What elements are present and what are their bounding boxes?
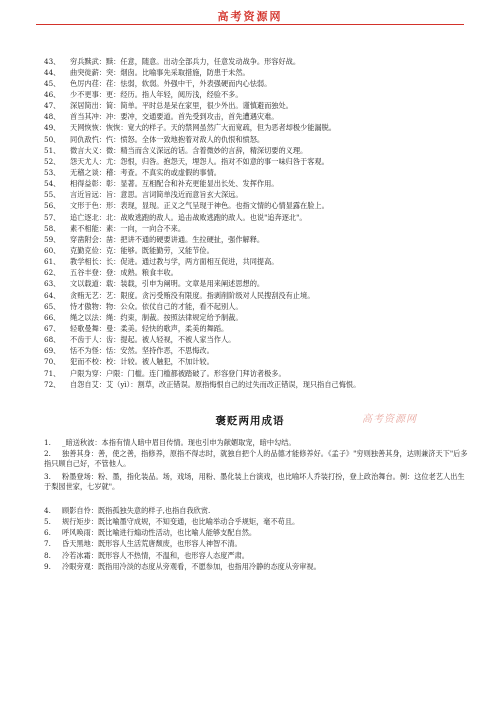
- item-number: 7.: [44, 539, 51, 548]
- item-text: 穷兵黩武：黩：任意，随意。出动全部兵力，任意发动战争。形容好战。: [70, 57, 301, 66]
- list-item: [44, 190, 469, 200]
- item-text: 首当其冲：冲：要冲，交通要道。首先受到攻击，首先遭遇灾难。: [70, 112, 279, 121]
- list-item: [44, 380, 469, 390]
- list-item: [44, 90, 469, 100]
- item-text: 追亡逐北：北：战败逃跑的敌人。追击战败逃跑的敌人。也说"追奔逐北"。: [70, 213, 307, 222]
- list-item: [44, 146, 469, 156]
- item-number: 49、: [44, 123, 61, 132]
- item-text: 五谷丰登：登：成熟。粮食丰收。: [70, 268, 178, 277]
- list-item: [44, 279, 469, 289]
- item-number: 67、: [44, 324, 61, 333]
- item-number: 46、: [44, 90, 61, 99]
- item-text: 天网恢恢：恢恢：宽大的样子。天的禁网虽然广大而宽疏，但为恶者却极少能漏脱。: [70, 123, 336, 132]
- item-number: 71、: [44, 369, 61, 378]
- list-item: [44, 302, 469, 312]
- item-number: 5.: [44, 517, 51, 526]
- item-text: 少不更事：更：经历。指人年轻，阅历浅，经验不多。: [70, 90, 243, 99]
- item-text: 冷眼旁观：既指用冷淡的态度从旁观看，不愿参加，也指用冷静的态度从旁审视。: [62, 562, 321, 571]
- item-number: 47、: [44, 101, 61, 110]
- item-number: 66、: [44, 313, 61, 322]
- item-text: 不齿于人：齿：提起。被人轻视，不被人家当作人。: [70, 335, 236, 344]
- item-text: 深居简出：简：简单。平时总是呆在家里，很少外出。谨慎避而独处。: [70, 101, 293, 110]
- item-text: 贪贿无艺：艺：限度。贪污受贿没有限度。指剥削阶级对人民搜刮没有止境。: [70, 291, 315, 300]
- item-text: 曲突徙薪：突：烟囱。比喻事先采取措施，防患于未然。: [70, 68, 250, 77]
- item-text: 无稽之谈：稽：考查。不真实的或虚假的事情。: [70, 168, 221, 177]
- list-item: [44, 346, 469, 356]
- item-number: 50、: [44, 135, 61, 144]
- item-text: 文形于色：形：表现，显现。正义之气呈现于神色。也指文情的心情显露在脸上。: [70, 201, 329, 210]
- item-number: 62、: [44, 268, 61, 277]
- list-item: [44, 201, 469, 211]
- item-number: 8.: [44, 551, 51, 560]
- list-item: [44, 369, 469, 379]
- list-item: [44, 551, 469, 561]
- section-title: 褒贬两用成语: [215, 415, 285, 427]
- list-item: [44, 101, 469, 111]
- list-item: [44, 57, 469, 67]
- item-number: 52、: [44, 157, 61, 166]
- item-text: 犯而不校：校：计较。被人触犯，不加计较。: [70, 357, 214, 366]
- item-text: 相得益彰：彰：显著。互相配合和补充更能显出长处、发挥作用。: [70, 179, 279, 188]
- item-text: 恬不为怪：恬：安然。坚持作恶，不思悔改。: [70, 346, 214, 355]
- item-text: 穿凿附会：凿：把讲不通的硬要讲通。生拉硬扯，强作解释。: [70, 235, 265, 244]
- list-item: [44, 324, 469, 334]
- item-number: 65、: [44, 302, 61, 311]
- list-item: [44, 438, 469, 448]
- list-item: [44, 506, 469, 516]
- list-item: [44, 313, 469, 323]
- list-item: [44, 224, 469, 234]
- item-number: 4.: [44, 506, 51, 515]
- item-number: 56、: [44, 201, 61, 210]
- item-number: 44、: [44, 68, 61, 77]
- item-text: 教学相长：长：促进。通过教与学，两方面相互促进，共同提高。: [70, 257, 279, 266]
- header-divider: [36, 24, 464, 25]
- item-number: 3.: [44, 472, 51, 481]
- item-text: 自怨自艾：艾（yì）：割草，改正错误。原指悔恨自己的过失而改正错误，现只指自己悔恨。: [70, 380, 361, 389]
- item-number: 61、: [44, 257, 61, 266]
- item-text: _暗送秋波：本指有情人暗中眉目传情。现也引申为献媚取宠，暗中勾结。: [62, 438, 296, 447]
- item-text: 恃才傲物：物：公众。依仗自己的才能，看不起别人。: [70, 302, 243, 311]
- list-item: [44, 449, 469, 470]
- item-text: 冷若冰霜：既形容人不热情，不温和，也形容人态度严肃。: [62, 551, 249, 560]
- list-item: [44, 79, 469, 89]
- list-item: [44, 112, 469, 122]
- item-text: 规行矩步：既比喻墨守成规，不知变通，也比喻举动合乎规矩，毫不苟且。: [62, 517, 300, 526]
- item-number: 45、: [44, 79, 61, 88]
- item-text: 同仇敌忾：忾：愤怒。全体一致地抱着对敌人的仇恨和愤怒。: [70, 135, 265, 144]
- list-item: [44, 472, 469, 493]
- item-number: 70、: [44, 357, 61, 366]
- item-number: 63、: [44, 279, 61, 288]
- list-item: [44, 562, 469, 572]
- list-item: [44, 257, 469, 267]
- item-text: 绳之以法：绳：约束，制裁。按照法律规定给予制裁。: [70, 313, 243, 322]
- item-text: 怨天尤人：尤：怨恨，归咎。抱怨天，埋怨人。指对不如意的事一味归咎于客观。: [70, 157, 329, 166]
- list-item: [44, 539, 469, 549]
- item-number: 57、: [44, 213, 61, 222]
- item-text: 轻歌曼舞：曼：柔美。轻快的歌声，柔美的舞蹈。: [70, 324, 229, 333]
- item-number: 43、: [44, 57, 61, 66]
- list-item: [44, 357, 469, 367]
- item-text: 独善其身：善，使之善，指修养，原指不得志时，就独自把个人的品德才能修养好。《孟子》"穷则独善其身，达则兼济天下"后多指只顾自己好，不管他人。: [44, 449, 468, 469]
- list-item: [44, 335, 469, 345]
- list-item: [44, 157, 469, 167]
- item-number: 58、: [44, 224, 61, 233]
- item-text: 昏天黑地：既形容人生活荒唐颓废，也形容人神智不清。: [62, 539, 242, 548]
- item-text: 文以载道：载：装载，引申为阐明。文章是用来阐述思想的。: [70, 279, 265, 288]
- list-item: [44, 135, 469, 145]
- item-number: 55、: [44, 190, 61, 199]
- item-number: 53、: [44, 168, 61, 177]
- list-item: [44, 235, 469, 245]
- item-text: 顾影自怜：既指孤独失意的样子,也指自我欣赏.: [62, 506, 211, 515]
- item-number: 72、: [44, 380, 61, 389]
- item-text: 粉墨登场：粉、墨，指化装品。场，戏场，用粉、墨化装上台演戏，也比喻坏人乔装打扮，登上政治舞台。例：这位老艺人出生于梨园世家，七岁就"。: [44, 472, 465, 492]
- list-item: [44, 168, 469, 178]
- list-item: [44, 179, 469, 189]
- item-text: 克勤克俭：克：能够。既能勤劳，又能节俭。: [70, 246, 214, 255]
- item-number: 68、: [44, 335, 61, 344]
- item-text: 色厉内荏：荏：怯弱，软弱。外强中干，外表强硬而内心怯弱。: [70, 79, 272, 88]
- list-item: [44, 246, 469, 256]
- list-item: [44, 517, 469, 527]
- item-number: 51、: [44, 146, 61, 155]
- item-number: 9.: [44, 562, 51, 571]
- item-number: 1.: [44, 438, 51, 447]
- list-item: [44, 123, 469, 133]
- item-number: 60、: [44, 246, 61, 255]
- watermark-logo: 高考资源网: [362, 414, 417, 425]
- item-text: 言近旨远：旨：意思。言词简单浅近而意旨玄大深远。: [70, 190, 243, 199]
- item-number: 64、: [44, 291, 61, 300]
- list-item: [44, 291, 469, 301]
- site-header-title: 高考资源网: [217, 10, 283, 23]
- list-item: [44, 68, 469, 78]
- item-text: 呼风唤雨：既比喻进行煽动性活动，也比喻人能够支配自然。: [62, 528, 257, 537]
- item-number: 54、: [44, 179, 61, 188]
- item-number: 2.: [44, 449, 51, 458]
- item-text: 户限为穿：户限：门槛。连门槛都被踏破了。形容登门拜访者极多。: [70, 369, 286, 378]
- list-item: [44, 213, 469, 223]
- list-item: [44, 528, 469, 538]
- item-number: 69、: [44, 346, 61, 355]
- item-number: 48、: [44, 112, 61, 121]
- item-number: 6.: [44, 528, 51, 537]
- item-text: 微言大义：微：精当而含义深远的话。含着微妙的言辞，精深切要的义理。: [70, 146, 308, 155]
- list-item: [44, 268, 469, 278]
- item-text: 素不相能：素：一向，一向合不来。: [70, 224, 186, 233]
- item-number: 59、: [44, 235, 61, 244]
